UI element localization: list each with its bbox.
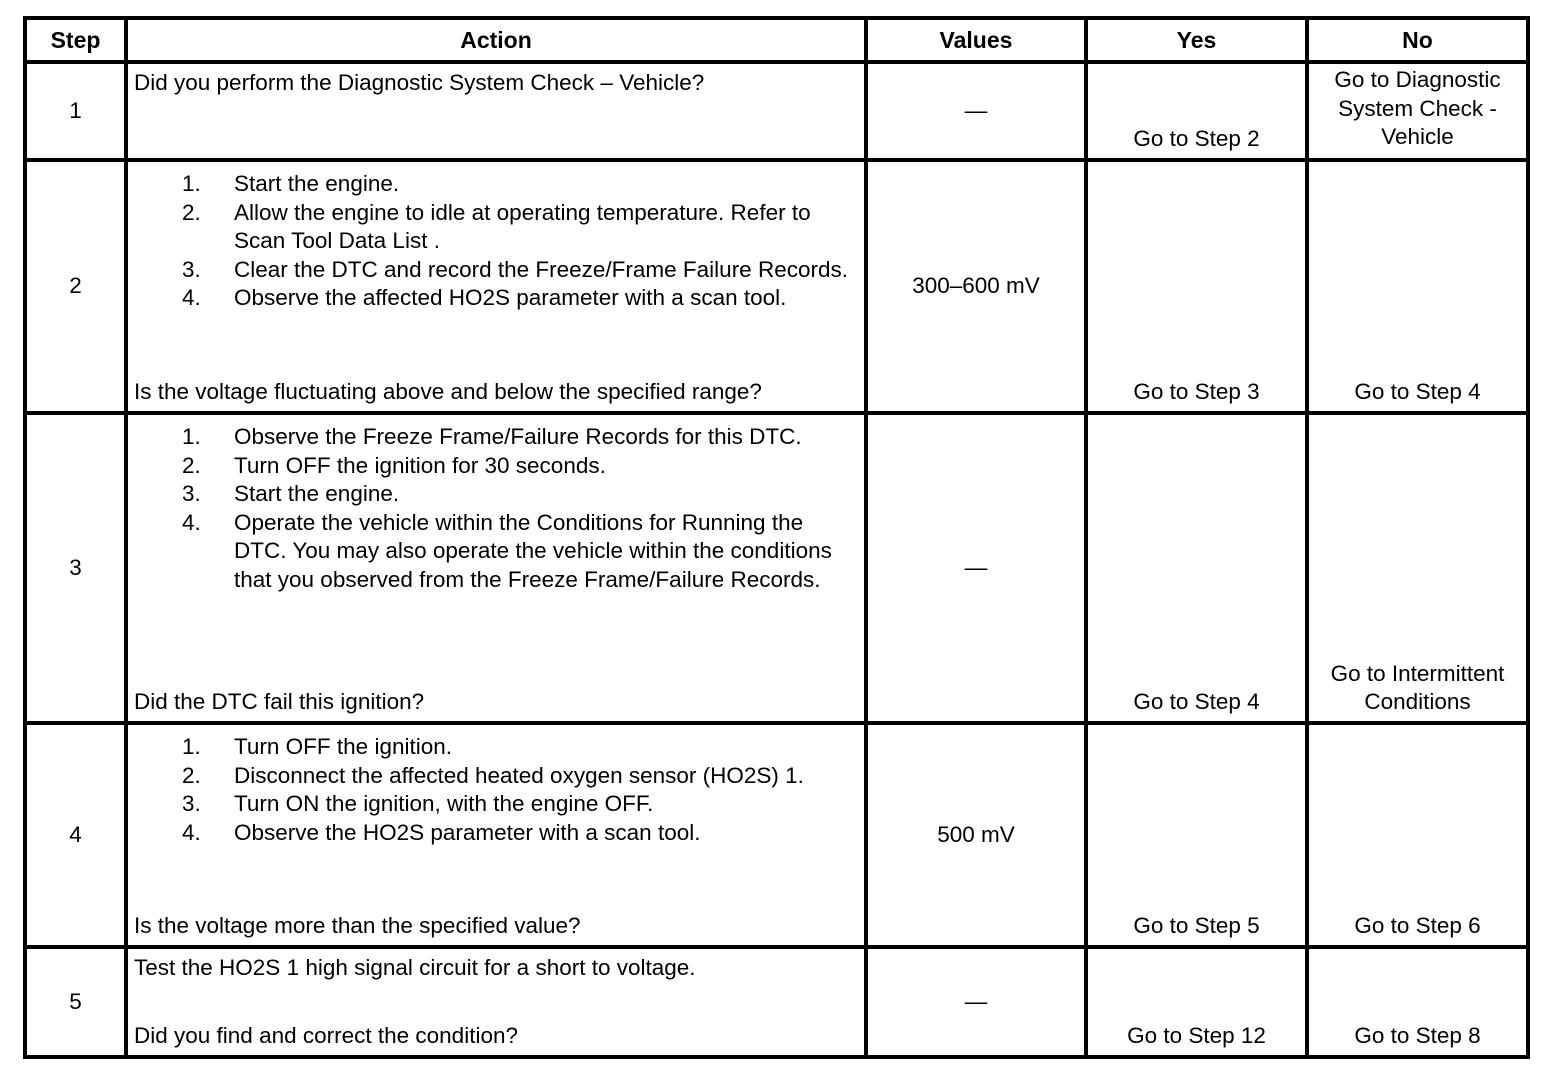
list-item: 3. Turn ON the ignition, with the engine OFF. <box>182 791 654 817</box>
value-cell: 500 mV <box>866 723 1086 947</box>
table-row <box>25 723 1528 947</box>
header-no: No <box>1307 18 1528 62</box>
diagnostic-table <box>23 16 1530 1059</box>
no-cell: Go to Step 4 <box>1307 160 1528 413</box>
no-cell: Go to Intermittent Conditions <box>1307 413 1528 723</box>
list-item: 4. Operate the vehicle within the Conditions for Running the DTC. You may also operate the vehicle within the conditions that you observed from the Freeze Frame/Failure Records. <box>182 509 832 592</box>
list-item: 1. Observe the Freeze Frame/Failure Records for this DTC. <box>182 424 802 449</box>
yes-cell: Go to Step 5 <box>1086 723 1307 947</box>
action-steps <box>134 733 858 847</box>
step-number: 3 <box>25 413 126 723</box>
header-yes: Yes <box>1086 18 1307 62</box>
yes-cell: Go to Step 2 <box>1086 62 1307 160</box>
yes-cell: Go to Step 4 <box>1086 413 1307 723</box>
table-row <box>25 62 1528 160</box>
action-cell <box>126 413 866 723</box>
no-cell: Go to Diagnostic System Check - Vehicle <box>1307 62 1528 160</box>
list-item: 2. Disconnect the affected heated oxygen sensor (HO2S) 1. <box>182 762 804 788</box>
table-row <box>25 160 1528 413</box>
value-cell: — <box>866 947 1086 1057</box>
question-text: Is the voltage more than the specified value? <box>134 913 581 939</box>
header-row <box>25 18 1528 62</box>
header-action: Action <box>126 18 866 62</box>
list-item: 4. Observe the HO2S parameter with a scan tool. <box>182 819 701 845</box>
header-values: Values <box>866 18 1086 62</box>
question-text: Did you find and correct the condition? <box>134 1023 518 1049</box>
list-item: 4. Observe the affected HO2S parameter with a scan tool. <box>182 285 787 311</box>
value-cell: 300–600 mV <box>866 160 1086 413</box>
list-item: 2. Turn OFF the ignition for 30 seconds. <box>182 452 606 478</box>
list-item: 1. Turn OFF the ignition. <box>182 734 453 759</box>
action-cell <box>126 723 866 947</box>
value-cell: — <box>866 62 1086 160</box>
list-item: 3. Start the engine. <box>182 481 400 507</box>
list-item: 1. Start the engine. <box>182 171 400 196</box>
list-item: 2. Allow the engine to idle at operating temperature. Refer to Scan Tool Data List . <box>182 199 811 254</box>
step-number: 2 <box>25 160 126 413</box>
action-steps <box>134 170 858 313</box>
step-number: 1 <box>25 62 126 160</box>
yes-cell: Go to Step 12 <box>1086 947 1307 1057</box>
step-number: 5 <box>25 947 126 1057</box>
list-item: 3. Clear the DTC and record the Freeze/Frame Failure Records. <box>182 256 848 282</box>
action-text: Test the HO2S 1 high signal circuit for a short to voltage. <box>134 955 696 980</box>
action-steps <box>134 423 858 595</box>
no-cell: Go to Step 6 <box>1307 723 1528 947</box>
step-number: 4 <box>25 723 126 947</box>
action-text: Did you perform the Diagnostic System Check – Vehicle? <box>134 70 705 95</box>
action-cell <box>126 62 866 160</box>
action-cell <box>126 160 866 413</box>
no-cell: Go to Step 8 <box>1307 947 1528 1057</box>
yes-cell: Go to Step 3 <box>1086 160 1307 413</box>
table-row <box>25 947 1528 1057</box>
question-text: Did the DTC fail this ignition? <box>134 689 425 715</box>
question-text: Is the voltage fluctuating above and below the specified range? <box>134 379 762 405</box>
table-row <box>25 413 1528 723</box>
action-cell <box>126 947 866 1057</box>
header-step: Step <box>25 18 126 62</box>
value-cell: — <box>866 413 1086 723</box>
